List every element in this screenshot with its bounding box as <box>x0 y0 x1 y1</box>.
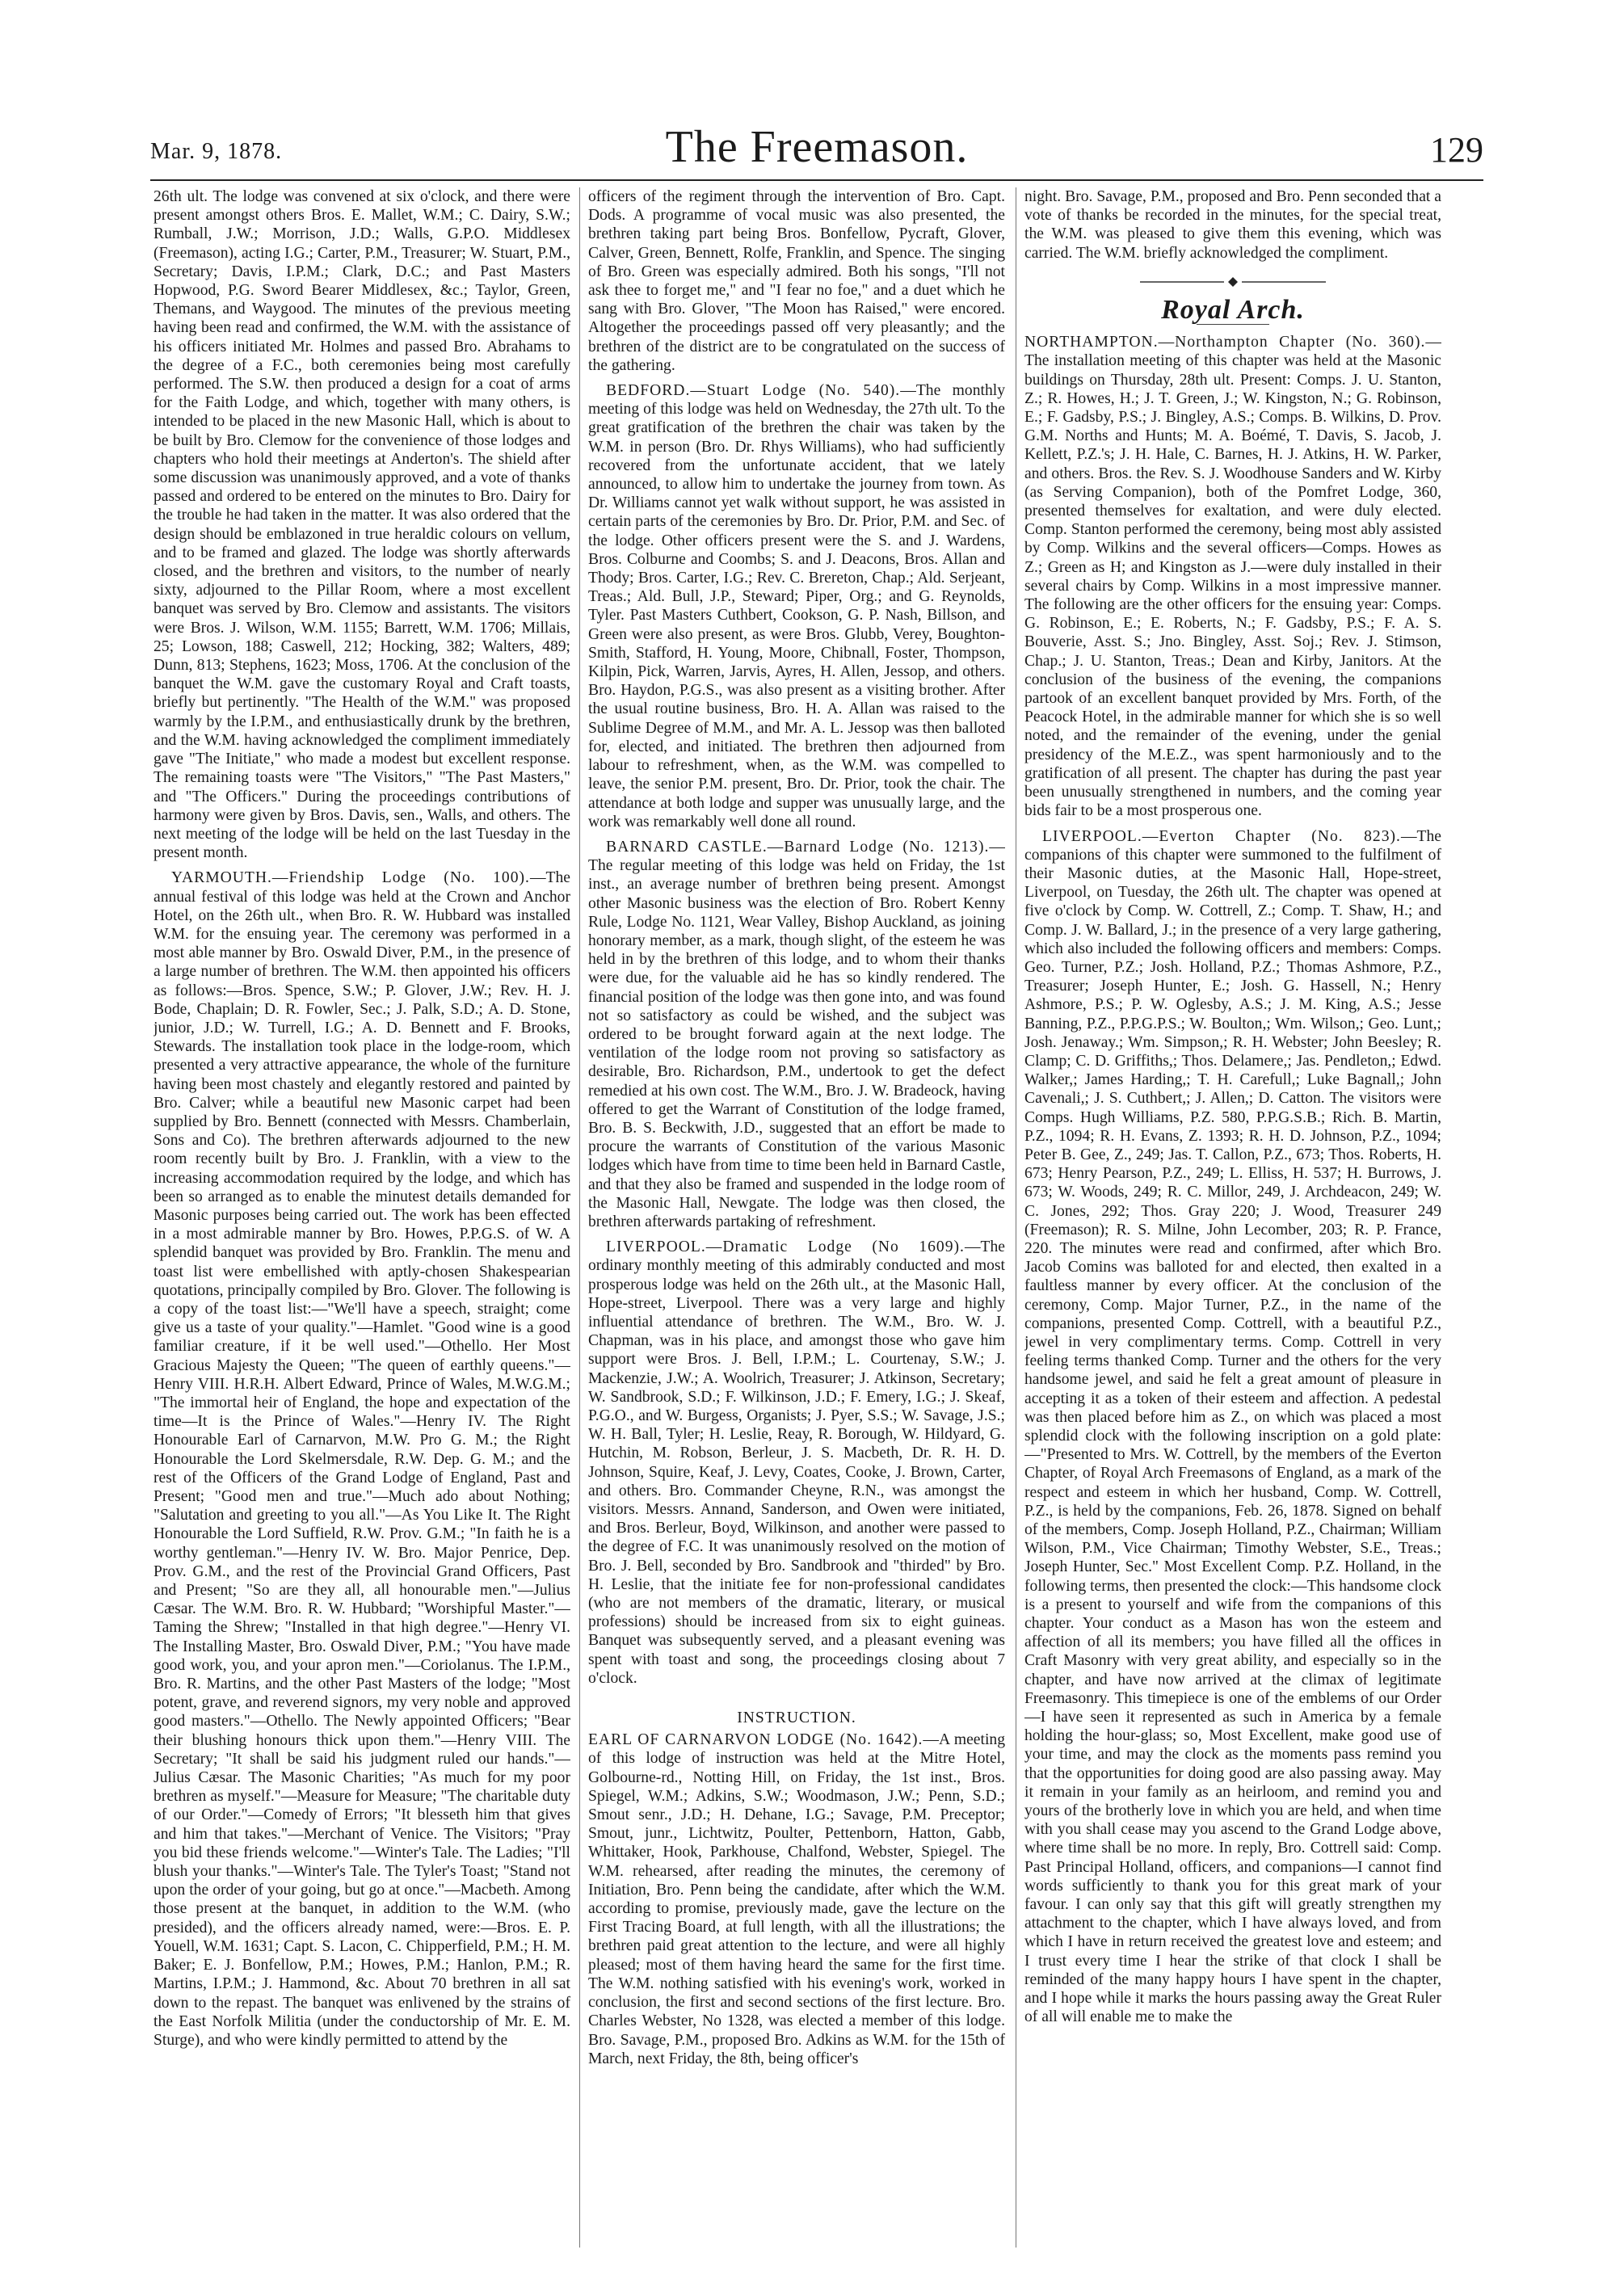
article-body: —The regular meeting of this lodge was held on Friday, the 1st inst., an average number of brethren being present. Amongst other Masonic business was the election of Bro. Robert Kenny Rule, Lodge No. 1121, Wear Valley, Bishop Auckland, as joining honorary member, as a mark, though slight, of the esteem he was held in by the brethren of this lodge, and to whom their thanks were due, for the valuable aid he has so kindly rendered. The financial position of the lodge was then gone into, and was found not so satisfactory as could be wished, and the subject was ordered to be brought forward again at the next lodge. The ventilation of the lodge room not proving so satisfactory as desirable, Bro. Richardson, P.M., undertook to get the defect remedied at his own cost. The W.M., Bro. J. W. Bradeock, having offered to get the Warrant of Constitution of the lodge framed, Bro. B. S. Beckwith, J.D., suggested that an effort be made to procure the warrants of Constitution of the various Masonic lodges which have from time to time been held in Barnard Castle, and that they also be framed and suspended in the lodge room of the Masonic Hall, Newgate. The lodge was then closed, the brethren afterwards partaking of refreshment. <box>588 838 1005 1230</box>
article-text <box>1024 827 1441 2027</box>
article-heading: BARNARD CASTLE.—Barnard Lodge (No. 1213). <box>606 838 990 856</box>
column-1 <box>154 187 570 2256</box>
article-body: —The monthly meeting of this lodge was held on Wednesday, the 27th ult. To the great gratification of the brethren the chair was taken by the W.M. in person (Bro. Dr. Rhys Williams), who had sufficiently recovered from the unfortunate accident, that we lately announced, to allow him to undertake the journey from town. As Dr. Williams cannot yet walk without support, he was assisted in certain parts of the ceremonies by Bro. Dr. Prior, P.M. and Sec. of the lodge. Other officers present were the S. and J. Wardens, Bros. Colburne and Coombs; S. and J. Deacons, Bros. Allan and Thody; Bros. Carter, I.G.; Rev. C. Brereton, Chap.; Ald. Serjeant, Treas.; Ald. Bull, J.P., Steward; Piper, Org.; and G. Reynolds, Tyler. Past Masters Cuthbert, Cookson, G. P. Nash, Billson, and Green were also present, as were Bros. Glubb, Verey, Boughton-Smith, Stafford, H. Young, Moore, Chibnall, Foster, Thompson, Kilpin, Pick, Warren, Jarvis, Ayres, H. Allen, Jessop, and others. Bro. Haydon, P.G.S., was also present as a visiting brother. After the usual routine business, Bro. H. A. Allan was raised to the Sublime Degree of M.M., and Mr. A. L. Jessop was then balloted for, elected, and initiated. The brethren then adjourned from labour to refreshment, when, as the W.M. was compelled to leave, the senior P.M. present, Bro. Dr. Prior, took the chair. The attendance at both lodge and supper was unusually large, and the work was remarkably well done all round. <box>588 382 1005 831</box>
article-text <box>588 838 1005 1231</box>
page-number: 129 <box>1430 130 1483 170</box>
article-text <box>588 1238 1005 1688</box>
newspaper-title: The Freemason. <box>665 122 969 172</box>
article-text <box>588 381 1005 831</box>
article-text: officers of the regiment through the intervention of Bro. Capt. Dods. A programme of vocal music was also presented, the brethren taking part being Bros. Bonfellow, Pycraft, Glover, Calver, Green, Bennett, Rolfe, Franklin, and Spence. The singing of Bro. Green was especially admired. Both his songs, "I'll not ask thee to forget me," and "I fear no foe," and a duet which he sang with Bro. Glover, "The Moon has Raised," were encored. Altogether the proceedings passed off very pleasantly; and the brethren of the district are to be congratulated on the success of the gathering. <box>588 188 1005 374</box>
article-body: —A meeting of this lodge of instruction was held at the Mitre Hotel, Golbourne-rd., Notting Hill, on Friday, the 1st inst., Bros. Spiegel, W.M.; Adkins, S.W.; Woodmason, J.W.; Penn, S.D.; Smout senr., J.D.; H. Dehane, I.G.; Savage, P.M. Preceptor; Smout, junr., Lichtwitz, Poulter, Pettenborn, Hatton, Gabb, Whittaker, Hook, Parkhouse, Chalfond, Webster, Spiegel. The W.M. rehearsed, after reading the minutes, the ceremony of Initiation, Bro. Penn being the candidate, after which the W.M. according to promise, previously made, gave the lecture on the First Tracing Board, at full length, with all the illustrations; the brethren paid great attention to the lecture, and were all highly pleased; most of them having heard the same for the first time. The W.M. nothing satisfied with his evening's work, worked in conclusion, the first and second sections of the first lecture. Bro. Charles Webster, No 1328, was elected a member of this lodge. Bro. Savage, P.M., proposed Bro. Adkins as W.M. for the 15th of March, next Friday, the 8th, being officer's <box>588 1731 1005 2067</box>
article-body: —The annual festival of this lodge was held at the Crown and Anchor Hotel, on the 26th ult., when Bro. R. W. Hubbard was installed W.M. for the ensuing year. The ceremony was performed in a most able manner by Bro. Oswald Diver, P.M., in the presence of a large number of brethren. The W.M. then appointed his officers as follows:—Bros. Spence, S.W.; P. Glover, J.W.; Rev. H. J. Bode, Chaplain; D. R. Fowler, Sec.; J. Palk, S.D.; A. D. Stone, junior, J.D.; W. Turrell, I.G.; A. D. Bennett and F. Brooks, Stewards. The installation took place in the lodge-room, which presented a very attractive appearance, the whole of the furniture having been most chastely and elegantly restored and painted by Bro. Calver; while a beautiful new Masonic carpet had been supplied by Bro. Bennett (connected with Messrs. Chamberlain, Sons and Co). The brethren afterwards adjourned to the new room recently built by Bro. J. Franklin, with a view to the increasing accommodation required by the lodge, and which has been so arranged as to enable the minutest details demanded for Masonic purposes being carried out. The work has been effected in a most admirable manner by Bro. Howes, P.P.G.S. of W. A splendid banquet was provided by Bro. Franklin. The menu and toast list were embellished with aptly-chosen Shakespearian quotations, principally compiled by Bro. Glover. The following is a copy of the toast list:—"We'll have a speech, straight; come give us a taste of your quality."—Hamlet. "Good wine is a good familiar creature, if it be well used."—Othello. Her Most Gracious Majesty the Queen; "The queen of earthly queens."—Henry VIII. H.R.H. Albert Edward, Prince of Wales, M.W.G.M.; "The immortal heir of England, the hope and expectation of the time—It is the Prince of Wales."—Henry IV. The Right Honourable Earl of Carnarvon, M.W. Pro G. M.; the Right Honourable the Lord Skelmersdale, R.W. Dep. G. M.; and the rest of the Officers of the Grand Lodge of England, Past and Present; "Good men and true."—Much ado about Nothing; "Salutation and greeting to you all."—As You Like It. The Right Honourable the Lord Suffield, R.W. Prov. G.M.; "In faith he is a worthy gentleman."—Henry IV. W. Bro. Major Penrice, Dep. Prov. G.M., and the rest of the Provincial Grand Officers, Past and Present; "So are they all, all honourable men."—Julius Cæsar. The W.M. Bro. R. W. Hubbard; "Worshipful Master."—Taming the Shrew; "Installed in that high degree."—Henry VI. The Installing Master, Bro. Oswald Diver, P.M.; "You have made good work, you, and your apron men."—Coriolanus. The I.P.M., Bro. R. Martins, and the other Past Masters of the lodge; "Most potent, grave, and reverend signors, my very noble and approved good masters."—Othello. The Newly appointed Officers; "Bear their blushing honours thick upon them."—Henry VIII. The Secretary; "It shall be said his judgment ruled our hands."—Julius Cæsar. The Masonic Charities; "As much for my poor brethren as myself."—Measure for Measure; "The charitable duty of our Order."—Comedy of Errors; "It blesseth him that gives and him that takes."—Merchant of Venice. The Visitors; "Pray you bid these friends welcome."—Winter's Tale. The Ladies; "I'll blush your thanks."—Winter's Tale. The Tyler's Toast; "Stand not upon the order of your going, but go at once."—Macbeth. Among those present at the banquet, in addition to the W.M. (who presided), and the officers already named, were:—Bros. E. P. Youell, W.M. 1631; Capt. S. Lacon, C. Chipperfield, P.M.; H. M. Baker; E. J. Bonfellow, P.M.; Howes, P.M.; Hanlon, P.M.; R. Martins, I.P.M.; J. Hammond, &c. About 70 brethren in all sat down to the repast. The banquet was enlivened by the strains of the East Norfolk Militia (under the conductorship of Mr. E. M. Sturge), and who were kindly permitted to attend by the <box>154 869 570 2049</box>
article-heading: NORTHAMPTON.—Northampton Chapter (No. 360). <box>1024 334 1426 351</box>
diamond-rule-icon <box>1140 276 1326 288</box>
section-title: Royal Arch. <box>1161 295 1305 326</box>
article-body: —The ordinary monthly meeting of this admirably conducted and most prosperous lodge was held on the 26th ult., at the Masonic Hall, Hope-street, Liverpool. There was a very large and highly influential attendance of brethren. The W.M., Bro. W. J. Chapman, was in his place, and amongst those who gave him support were Bros. J. Bell, I.P.M.; L. Courtenay, S.W.; J. Mackenzie, J.W.; A. Woolrich, Treasurer; J. Atkinson, Secretary; W. Sandbrook, S.D.; F. Wilkinson, J.D.; F. Emery, I.G.; J. Skeaf, P.G.O., and W. Burgess, Organists; J. Pyer, S.S.; W. Savage, J.S.; W. H. Ball, Tyler; H. Leslie, Reay, R. Borough, W. Hildyard, G. Hutchin, M. Robson, Berleur, J. S. Macbeth, Dr. R. H. D. Johnson, Squire, Keaf, J. Levy, Coates, Cooke, J. Brown, Carter, and others. Bro. Commander Cheyne, R.N., was amongst the visitors. Messrs. Annand, Sanderson, and Owen were initiated, and Bros. Berleur, Boyd, Wilkinson, and another were passed to the degree of F.C. It was unanimously resolved on the motion of Bro. J. Bell, seconded by Bro. Sandbrook and "thirded" by Bro. H. Leslie, that the initiate fee for non-professional candidates (who are not members of the dramatic, literary, or musical professions) should be increased from six to eight guineas. Banquet was subsequently served, and a pleasant evening was spent with toast and song, the proceedings closing about 7 o'clock. <box>588 1238 1005 1687</box>
section-heading: INSTRUCTION. <box>737 1709 856 1727</box>
article-heading: EARL OF CARNARVON LODGE (No. 1642). <box>588 1731 923 1749</box>
masthead <box>150 121 1483 178</box>
ornament-rule <box>1024 274 1441 292</box>
column-divider <box>579 187 580 2248</box>
column-3 <box>1024 187 1441 2256</box>
article-text <box>588 1730 1005 2068</box>
article-body: —The companions of this chapter were summoned to the fulfilment of their Masonic duties, at the Masonic Hall, Hope-street, Liverpool, on Tuesday, the 26th ult. The chapter was opened at five o'clock by Comp. W. Cottrell, Z.; Comp. T. Shaw, H.; and Comp. J. W. Ballard, J.; in the presence of a very large gathering, which also included the following officers and members: Comps. Geo. Turner, P.Z.; Josh. Holland, P.Z.; Thomas Ashmore, P.Z., Treasurer; Joseph Hunter, E.; Josh. G. Hassell, N.; Henry Ashmore, P.S.; P. W. Oglesby, A.S.; J. M. King, A.S.; Jesse Banning, P.Z., P.P.G.P.S.; W. Boulton,; Wm. Wilson,; Geo. Lunt,; Josh. Jenaway.; Wm. Simpson,; R. H. Webster; John Beesley; R. Clamp; C. D. Griffiths,; Thos. Delamere,; Jas. Pendleton,; Edwd. Walker,; James Harding,; T. H. Carefull,; Luke Bagnall,; John Cavenali,; J. S. Cuthbert,; J. Allen,; D. Catton. The visitors were Comps. Hugh Williams, P.Z. 580, P.P.G.S.B.; Rich. B. Martin, P.Z., 1094; R. H. Evans, Z. 1393; R. H. D. Johnson, P.Z., 1094; Peter B. Gee, Z., 249; Jas. T. Callon, P.Z., 673; Thos. Roberts, H. 673; Henry Pearson, P.Z., 249; L. Elliss, H. 537; H. Burrows, J. 673; W. Woods, 249; R. C. Millor, 249, J. Archdeacon, 249; W. C. Jones, 292; Thos. Gray 220; J. Wood, Treasurer 249 (Freemason); R. S. Milne, John Lecomber, 203; R. P. France, 220. The minutes were read and confirmed, after which Bro. Jacob Comins was balloted for and elected, then exalted in a faultless manner by every officer. At the conclusion of the ceremony, Comp. Major Turner, P.Z., in the name of the companions, presented Comp. Cottrell, with a beautiful P.Z., jewel in very complimentary terms. Comp. Cottrell in very feeling terms thanked Comp. Turner and the others for the very handsome jewel, and said he felt a great amount of pleasure in accepting it as a token of their esteem and affection. A pedestal was then placed before him as Z., on which was placed a most splendid clock with the following inscription on a gold plate:—"Presented to Mrs. W. Cottrell, by the members of the Everton Chapter, of Royal Arch Freemasons of England, as a mark of the respect and esteem in which her husband, Comp. W. Cottrell, P.Z., is held by the companions, Feb. 26, 1878. Signed on behalf of the members, Comp. Joseph Holland, P.Z., Chairman; William Wilson, P.M., Vice Chairman; Timothy Webster, S.E., Treas.; Joseph Hunter, Sec." Most Excellent Comp. P.Z. Holland, in the following terms, then presented the clock:—This handsome clock is a present to yourself and wife from the companions of this chapter. Your conduct as a Mason has won the esteem and affection of all its members; you have filled all the offices in Craft Masonry with very great ability, and especially so in the chapter, and have now arrived at the climax of legitimate Freemasonry. This timepiece is one of the emblems of our Order—I have seen it represented as such in America by a female holding the hour-glass; so, Most Excellent, make good use of your time, and may the clock as the moments pass remind you that the opportunities for doing good are also passing away. May it remain in your family as an heirloom, and remind you and yours of the brotherly love in which you are held, and when time with you shall cease may you ascend to the Grand Lodge above, where time shall be no more. In reply, Bro. Cottrell said: Comp. Past Principal Holland, officers, and companions—I cannot find words sufficiently to thank you for this great mark of your favour. I can only say that this gift will greatly strengthen my attachment to the chapter, which I have always loved, and from which I have in return received the greatest love and esteem; and I trust every time I hear the strike of that clock I shall be reminded of the many happy hours I have spent in the chapter, and I hope while it marks the hours passing away the Great Ruler of all will enable me to make the <box>1024 827 1441 2026</box>
issue-date: Mar. 9, 1878. <box>150 139 283 164</box>
article-heading: LIVERPOOL.—Everton Chapter (No. 823). <box>1042 827 1401 845</box>
article-heading: YARMOUTH.—Friendship Lodge (No. 100). <box>171 869 530 887</box>
article-text <box>154 868 570 2050</box>
article-body: —The installation meeting of this chapter was held at the Masonic buildings on Thursday, 28th ult. Present: Comps. J. U. Stanton, Z.; R. Howes, H.; J. T. Green, J.; W. Kingston, N.; G. Robinson, E.; F. Gadsby, P.S.; J. Bingley, A.S.; Comps. B. Wilkins, D. Prov. G.M. Norths and Hunts; M. A. Boémé, T. Davis, S. Jacob, J. Kellett, P.Z.'s; J. H. Hale, C. Barnes, H. J. Atkins, H. W. Parker, and others. Bros. the Rev. S. J. Woodhouse Sanders and W. Kirby (as Serving Companion), both of the Pomfret Lodge, 360, presented themselves for exaltation, and were duly elected. Comp. Stanton performed the ceremony, being most ably assisted by Comp. Wilkins and the several officers—Comps. Howes as Z.; Green as H; and Kingston as J.—were duly installed in their several chairs by Comp. Wilkins in a most impressive manner. The following are the other officers for the ensuing year: Comps. G. Robinson, E.; E. Roberts, N.; F. Gadsby, P.S.; F. A. S. Bouverie, Asst. S.; Jno. Bingley, Asst. Soj.; Rev. J. Stimson, Chap.; J. U. Stanton, Treas.; Dean and Kirby, Janitors. At the conclusion of the business of the evening, the companions partook of an excellent banquet provided by Mrs. Forth, of the Peacock Hotel, in the admirable manner for which she is so well noted, and the remainder of the evening, under the genial presidency of the M.E.Z., was spent harmoniously and to the gratification of all present. The chapter has during the past year been unusually strengthened in numbers, and the coming year bids fair to be a most prosperous one. <box>1024 334 1441 820</box>
article-heading: LIVERPOOL.—Dramatic Lodge (No 1609). <box>606 1238 965 1256</box>
article-text <box>1024 333 1441 820</box>
article-text: 26th ult. The lodge was convened at six o'clock, and there were present amongst others Bros. E. Mallet, W.M.; C. Dairy, S.W.; Rumball, J.W.; Morrison, J.D.; Walls, G.P.O. Middlesex (Freemason), acting I.G.; Carter, P.M., Treasurer; W. Stuart, P.M., Secretary; Davis, I.P.M.; Clark, D.C.; and Past Masters Hopwood, P.G. Sword Bearer Middlesex, &c.; Taylor, Green, Themans, and Waygood. The minutes of the previous meeting having been read and confirmed, the W.M. with the assistance of his officers initiated Mr. Holmes and passed Bro. Abrahams to the degree of a F.C., both ceremonies being most carefully performed. The S.W. then produced a design for a coat of arms for the Faith Lodge, and which, together with many others, is intended to be placed in the new Masonic Hall, which is about to be built by Bro. Clemow for the convenience of those lodges and chapters who hold their meetings at Anderton's. The shield after some discussion was unanimously approved, and a vote of thanks passed and ordered to be entered on the minutes to Bro. Dairy for the trouble he had taken in the matter. It was also ordered that the design should be emblazoned in true heraldic colours on vellum, and to be framed and glazed. The lodge was shortly afterwards closed, and the brethren and visitors, to the number of nearly sixty, adjourned to the Pillar Room, where a most excellent banquet was served by Bro. Clemow and assistants. The visitors were Bros. J. Wilson, W.M. 1155; Barrett, W.M. 1706; Millais, 25; Lowson, 188; Caswell, 212; Hocking, 382; Walters, 489; Dunn, 813; Stephens, 1623; Moss, 1706. At the conclusion of the banquet the W.M. gave the customary Royal and Craft toasts, briefly but pertinently. "The Health of the W.M." was proposed warmly by the I.P.M., and enthusiastically drunk by the brethren, and the W.M. having acknowledged the compliment immediately gave "The Initiate," who made a modest but excellent response. The remaining toasts were "The Visitors," "The Past Masters," and "The Officers." During the proceedings contributions of harmony were given by Bros. Davis, sen., Walls, and others. The next meeting of the lodge will be held on the last Tuesday in the present month. <box>154 188 570 862</box>
masthead-rule <box>150 179 1483 181</box>
article-heading: BEDFORD.—Stuart Lodge (No. 540). <box>606 382 901 400</box>
article-text: night. Bro. Savage, P.M., proposed and Bro. Penn seconded that a vote of thanks be recorded in the minutes, for the special treat, the W.M. was pleased to give them this evening, which was carried. The W.M. briefly acknowledged the compliment. <box>1024 188 1441 262</box>
column-2 <box>588 187 1005 2256</box>
